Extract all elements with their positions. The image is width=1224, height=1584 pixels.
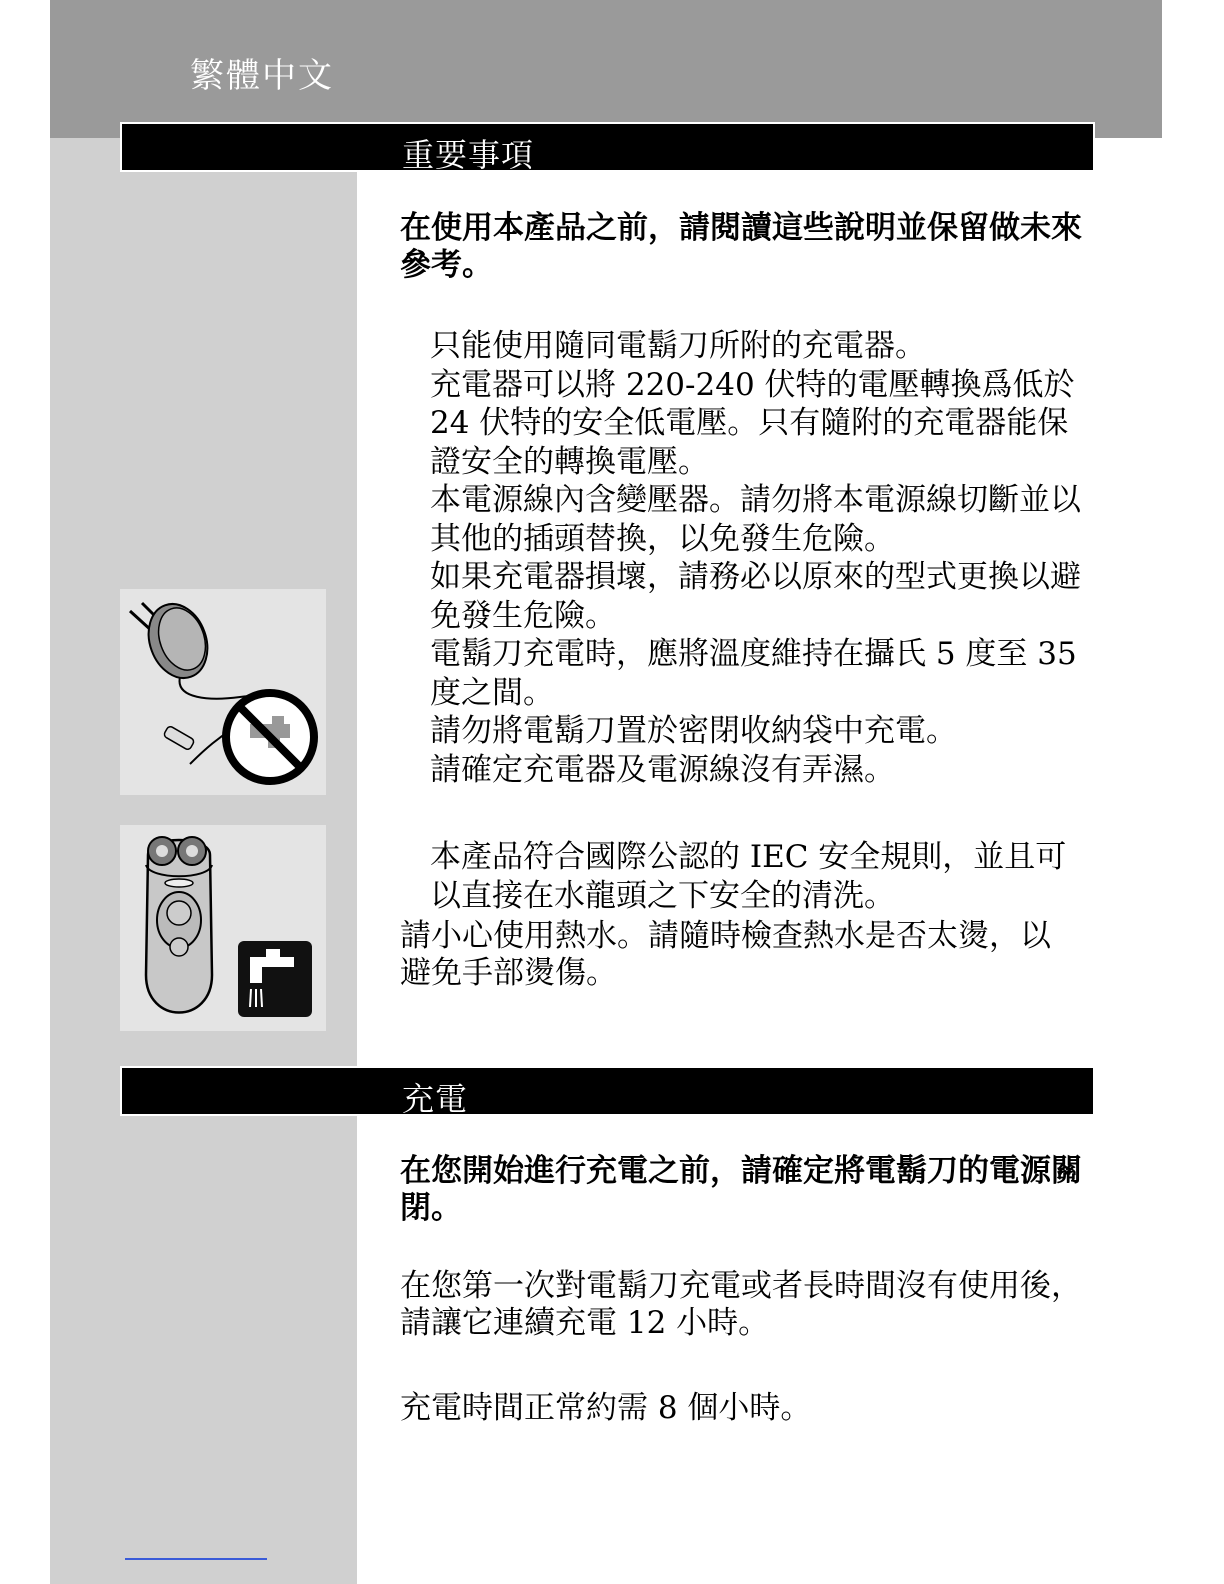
bullet-item: 充電器可以將 220-240 伏特的電壓轉換爲低於 24 伏特的安全低電壓。只有隨附的充電器能保證安全的轉換電壓。 (430, 366, 1075, 480)
bullet-item: 請確定充電器及電源線沒有弄濕。 (430, 751, 895, 788)
section-header-important (120, 122, 1095, 172)
charger-no-water-illustration (120, 589, 326, 795)
charging-intro: 在您開始進行充電之前，請確定將電鬍刀的電源關閉。 (400, 1153, 1082, 1226)
charger-icon (120, 589, 326, 795)
bullet-item: 本電源線內含變壓器。請勿將本電源線切斷並以其他的插頭替換，以免發生危險。 (430, 482, 1081, 557)
bullet-item: 電鬍刀充電時，應將溫度維持在攝氏 5 度至 35 度之間。 (430, 636, 1077, 711)
hot-water-warning: 請小心使用熱水。請隨時檢查熱水是否太燙，以避免手部燙傷。 (400, 918, 1051, 991)
bullet-item: 只能使用隨同電鬍刀所附的充電器。 (430, 328, 926, 364)
shaver-washable-illustration (120, 825, 326, 1031)
section-title: 充電 (402, 1080, 469, 1118)
charging-first-time: 在您第一次對電鬍刀充電或者長時間沒有使用後，請讓它連續充電 12 小時。 (400, 1268, 1082, 1341)
safety-bullet-list (430, 327, 1095, 789)
iec-note: 本產品符合國際公認的 IEC 安全規則，並且可以直接在水龍頭之下安全的清洗。 (430, 839, 1067, 914)
language-title: 繁體中文 (190, 56, 334, 96)
important-intro: 在使用本產品之前，請閱讀這些說明並保留做未來參考。 (400, 210, 1082, 283)
bullet-item: 如果充電器損壞，請務必以原來的型式更換以避免發生危險。 (430, 559, 1081, 634)
bullet-item: 請勿將電鬍刀置於密閉收納袋中充電。 (430, 713, 957, 749)
section-title: 重要事項 (402, 136, 535, 174)
footer-line (125, 1558, 267, 1560)
section-header-charging (120, 1066, 1095, 1116)
shaver-icon (120, 825, 326, 1031)
charging-duration: 充電時間正常約需 8 個小時。 (400, 1390, 812, 1426)
